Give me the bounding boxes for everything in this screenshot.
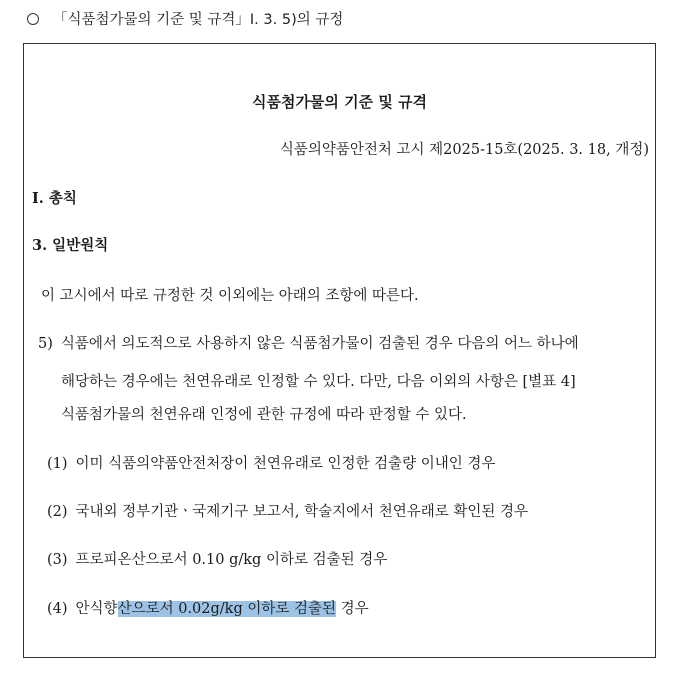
item-number: (3) [47,552,68,568]
paragraph-5-number: 5) [38,336,53,352]
item-text: 이미 식품의약품안전처장이 천연유래로 인정한 검출량 이내인 경우 [75,456,496,472]
paragraph-5-line-2: 해당하는 경우에는 천연유래로 인정할 수 있다. 다만, 다음 이외의 사항은 [별표 4] [61,374,576,390]
section-general-principles: 3. 일반원칙 [32,237,109,254]
section-general-provisions: I. 총칙 [32,190,77,207]
list-item [47,548,387,569]
paragraph-5-line-1: 5) 식품에서 의도적으로 사용하지 않은 식품첨가물이 검출된 경우 다음의 어느 하나에 [38,336,579,352]
section-heading [27,8,343,29]
item-text-end: 경우 [336,601,369,617]
heading-text: 「식품첨가물의 기준 및 규격」I. 3. 5)의 규정 [53,12,344,28]
text-selection-highlight[interactable]: 산으로서 0.02g/kg 이하로 검출된 [117,601,336,617]
notice-reference: 식품의약품안전처 고시 제2025-15호(2025. 3. 18, 개정) [279,142,649,158]
item-number: (2) [47,504,68,520]
item-number: (4) [47,601,68,617]
item-number: (1) [47,456,68,472]
circle-bullet-icon [27,13,39,25]
regulation-box [23,43,656,658]
item-text-start: 안식향 [75,601,118,617]
list-item [47,597,369,618]
item-text: 프로피온산으로서 0.10 g/kg 이하로 검출된 경우 [75,552,388,568]
list-item [47,452,495,473]
document-title: 식품첨가물의 기준 및 규격 [251,93,428,111]
item-text: 국내외 정부기관ㆍ국제기구 보고서, 학술지에서 천연유래로 확인된 경우 [75,504,529,520]
list-item [47,500,528,521]
paragraph-5-line-3: 식품첨가물의 천연유래 인정에 관한 규정에 따라 판정할 수 있다. [61,407,467,423]
intro-text: 이 고시에서 따로 규정한 것 이외에는 아래의 조항에 따른다. [41,288,419,304]
